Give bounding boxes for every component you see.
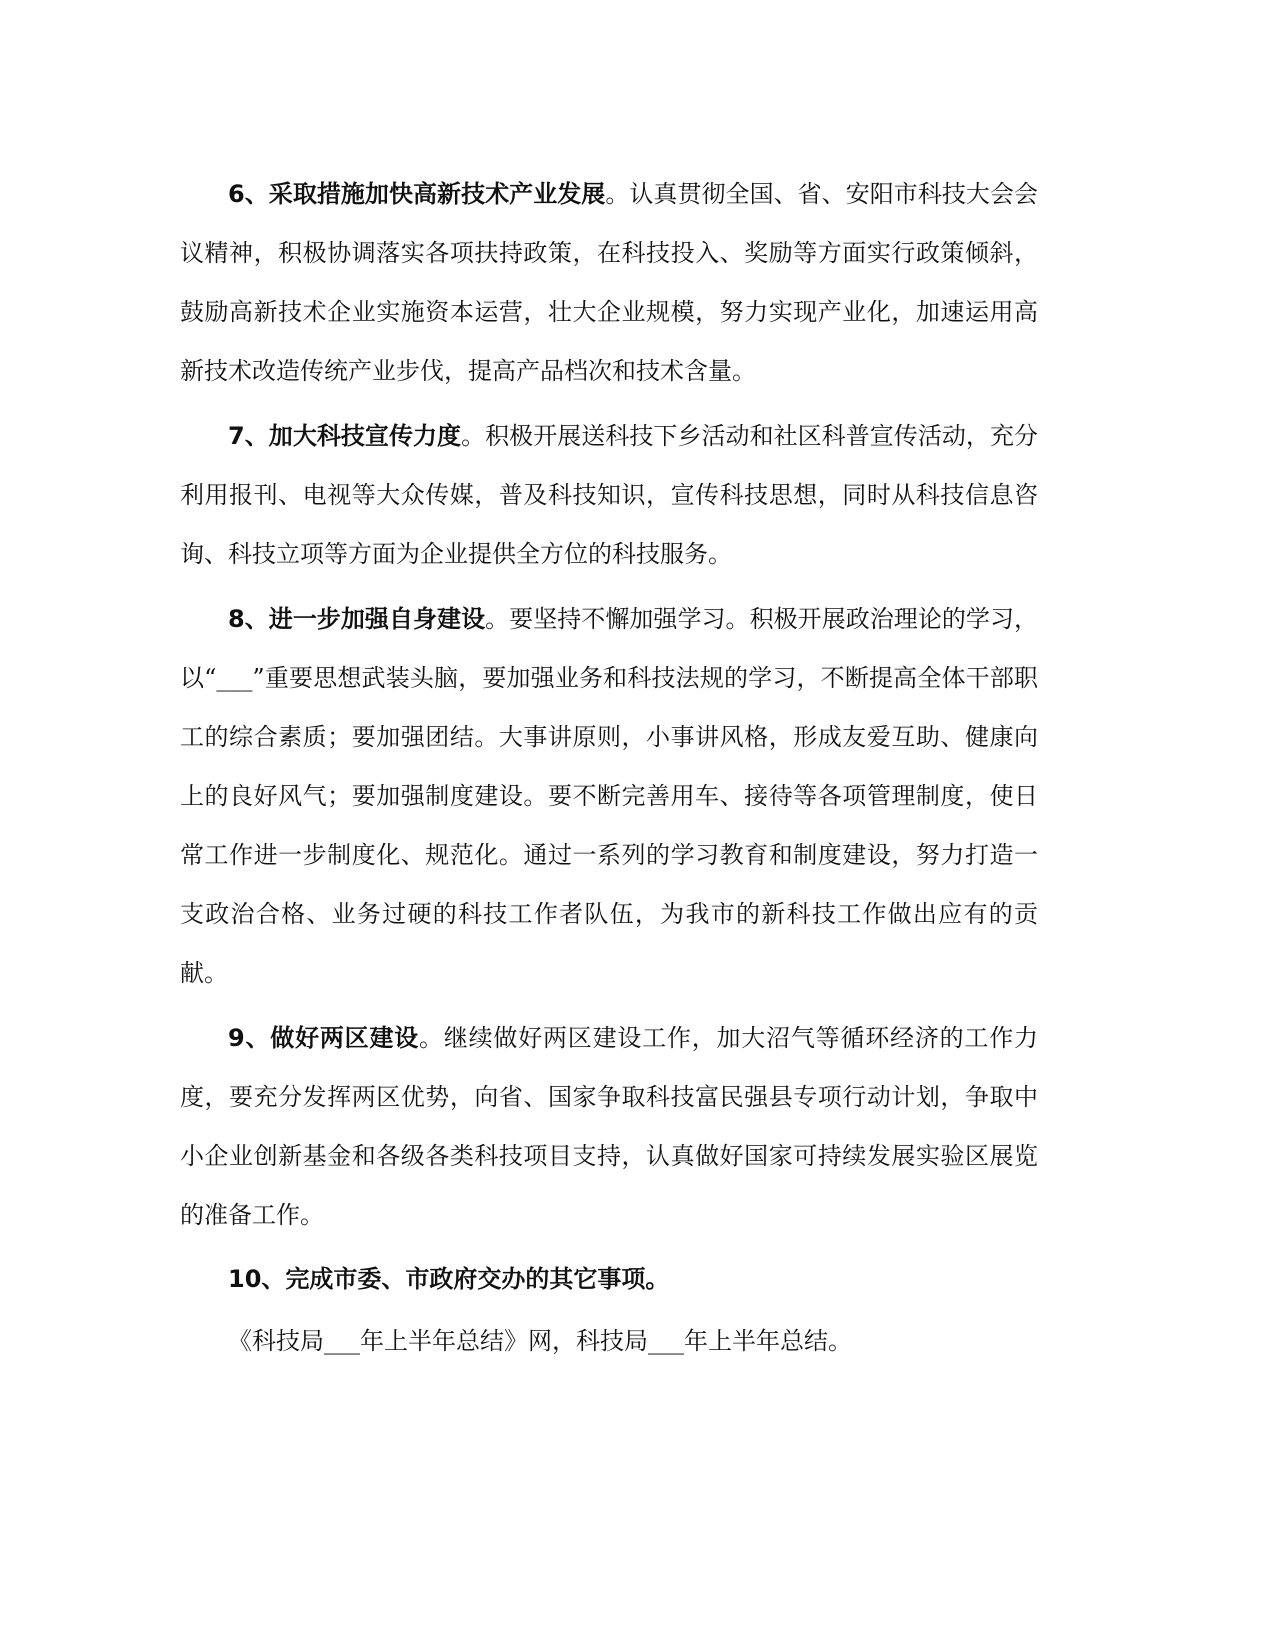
- item-10-heading: 10、完成市委、市政府交办的其它事项。: [228, 1265, 670, 1293]
- item-8-paragraph: [180, 590, 1038, 1003]
- item-6-heading: 6、采取措施加快高新技术产业发展: [228, 180, 606, 208]
- item-7-heading: 7、加大科技宣传力度: [228, 422, 462, 450]
- item-6-paragraph: [180, 165, 1038, 401]
- item-9-paragraph: [180, 1009, 1038, 1245]
- item-9-heading: 9、做好两区建设: [228, 1024, 420, 1052]
- item-10-paragraph: [180, 1251, 1038, 1307]
- item-9-text: 。继续做好两区建设工作，加大沼气等循环经济的工作力度，要充分发挥两区优势，向省、国家争取科技富民强县专项行动计划，争取中小企业创新基金和各级各类科技项目支持，认真做好国家可持续发展实验区展览的准备工作。: [180, 1024, 1039, 1229]
- footer-line: 《科技局___年上半年总结》网，科技局___年上半年总结。: [228, 1327, 852, 1355]
- item-8-heading: 8、进一步加强自身建设: [228, 605, 486, 633]
- item-6-text: 。认真贯彻全国、省、安阳市科技大会会议精神，积极协调落实各项扶持政策，在科技投入、奖励等方面实行政策倾斜，鼓励高新技术企业实施资本运营，壮大企业规模，努力实现产业化，加速运用高新技术改造传统产业步伐，提高产品档次和技术含量。: [180, 180, 1038, 385]
- item-7-text: 。积极开展送科技下乡活动和社区科普宣传活动，充分利用报刊、电视等大众传媒，普及科技知识，宣传科技思想，同时从科技信息咨询、科技立项等方面为企业提供全方位的科技服务。: [180, 422, 1038, 568]
- item-8-text: 。要坚持不懈加强学习。积极开展政治理论的学习，以“___”重要思想武装头脑，要加强业务和科技法规的学习，不断提高全体干部职工的综合素质；要加强团结。大事讲原则，小事讲风格，形成友爱互助、健康向上的良好风气；要加强制度建设。要不断完善用车、接待等各项管理制度，使日常工作进一步制度化、规范化。通过一系列的学习教育和制度建设，努力打造一支政治合格、业务过硬的科技工作者队伍，为我市的新科技工作做出应有的贡献。: [180, 605, 1039, 987]
- item-7-paragraph: [180, 407, 1038, 584]
- document-body: [180, 165, 1038, 1375]
